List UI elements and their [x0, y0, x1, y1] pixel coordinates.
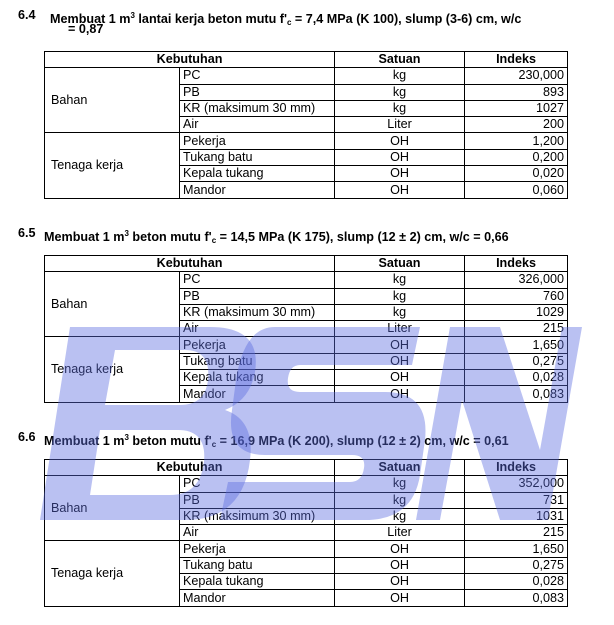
table-row: Tenaga kerja Pekerja OH 1,200	[45, 133, 568, 149]
section-number: 6.4	[18, 8, 36, 22]
table-row: Tukang batu OH 0,200	[45, 149, 568, 165]
requirements-table	[44, 255, 568, 403]
requirements-table	[44, 51, 568, 199]
table-row: Mandor OH 0,083	[45, 386, 568, 402]
table-row: Mandor OH 0,060	[45, 182, 568, 198]
table-row: Tukang batu OH 0,275	[45, 557, 568, 573]
section-number: 6.6	[18, 430, 36, 444]
group-label: Tenaga kerja	[45, 337, 180, 402]
table-row: Tenaga kerja Pekerja OH 1,650	[45, 541, 568, 557]
group-label: Tenaga kerja	[45, 541, 180, 606]
table-row: Air Liter 200	[45, 117, 568, 133]
group-label: Bahan	[45, 272, 180, 337]
table-row: KR (maksimum 30 mm) kg 1029	[45, 304, 568, 320]
table-row: PB kg 760	[45, 288, 568, 304]
requirements-table	[44, 459, 568, 607]
group-label: Bahan	[45, 476, 180, 541]
table-row: PB kg 731	[45, 492, 568, 508]
table-row: Air Liter 215	[45, 525, 568, 541]
table-row: PB kg 893	[45, 84, 568, 100]
table-row: Tenaga kerja Pekerja OH 1,650	[45, 337, 568, 353]
section-number: 6.5	[18, 226, 36, 240]
group-label: Tenaga kerja	[45, 133, 180, 198]
group-label: Bahan	[45, 68, 180, 133]
table-header-row: Kebutuhan Satuan Indeks	[45, 460, 568, 476]
table-row: Bahan PC kg 230,000	[45, 68, 568, 84]
table-row: KR (maksimum 30 mm) kg 1027	[45, 100, 568, 116]
table-row: Air Liter 215	[45, 321, 568, 337]
table-row: Kepala tukang OH 0,020	[45, 166, 568, 182]
table-header-row: Kebutuhan Satuan Indeks	[45, 52, 568, 68]
table-row: Bahan PC kg 352,000	[45, 476, 568, 492]
table-row: Kepala tukang OH 0,028	[45, 574, 568, 590]
table-row: Mandor OH 0,083	[45, 590, 568, 606]
table-row: Kepala tukang OH 0,028	[45, 370, 568, 386]
table-row: Bahan PC kg 326,000	[45, 272, 568, 288]
table-header-row: Kebutuhan Satuan Indeks	[45, 256, 568, 272]
table-row: Tukang batu OH 0,275	[45, 353, 568, 369]
table-row: KR (maksimum 30 mm) kg 1031	[45, 508, 568, 524]
